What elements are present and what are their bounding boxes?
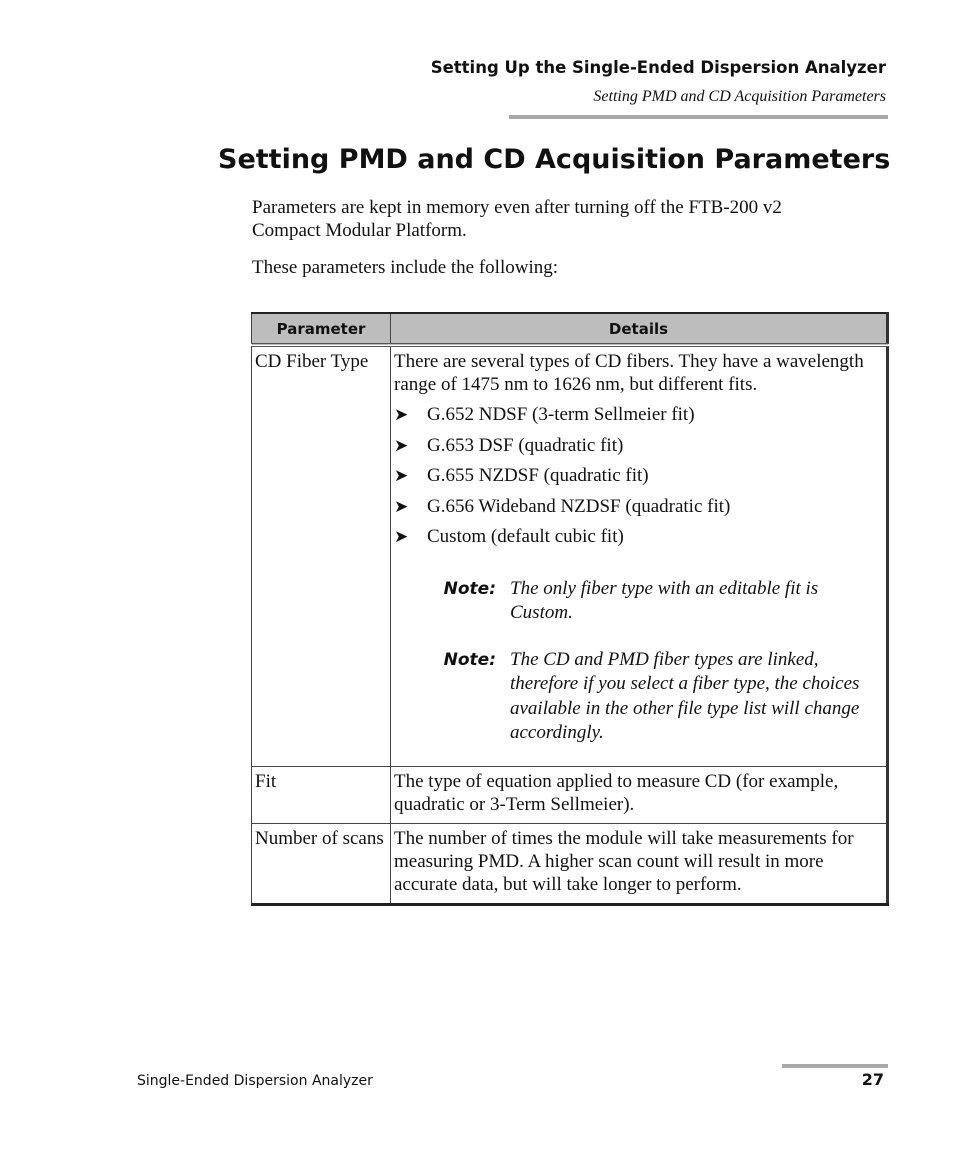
note: [394, 648, 882, 746]
intro-paragraph: Parameters are kept in memory even after turning off the FTB-200 v2 Compact Modular Platform.: [252, 197, 782, 241]
list-item: [394, 434, 882, 465]
list-item-text: G.656 Wideband NZDSF (quadratic fit): [427, 495, 731, 517]
list-item-text: G.653 DSF (quadratic fit): [427, 434, 624, 456]
footer-rule: [782, 1064, 888, 1068]
note-text: The CD and PMD fiber types are linked, therefore if you select a fiber type, the choices available in the other file type list will change accordingly.: [510, 648, 860, 743]
arrow-bullet-icon: ➤: [394, 405, 409, 425]
note-text: The only fiber type with an editable fit is Custom.: [510, 577, 819, 623]
details-cell: The number of times the module will take measurements for measuring PMD. A higher scan count will result in more accurate data, but will take longer to perform.: [391, 824, 888, 905]
note-label: Note:: [443, 649, 496, 670]
list-item: [394, 495, 882, 526]
note: [394, 577, 882, 626]
table-row: [252, 767, 888, 824]
note-label: Note:: [443, 578, 496, 599]
arrow-bullet-icon: ➤: [394, 496, 409, 517]
arrow-bullet-icon: ➤: [394, 527, 409, 547]
parameter-cell: Fit: [252, 767, 391, 824]
list-item: [394, 464, 882, 495]
details-cell: The type of equation applied to measure CD (for example, quadratic or 3-Term Sellmeier).: [391, 767, 888, 824]
list-item-text: G.652 NDSF (3-term Sellmeier fit): [427, 404, 695, 425]
list-item: [394, 525, 882, 556]
fiber-type-list: [394, 403, 882, 556]
details-cell: [391, 345, 888, 767]
list-item-text: Custom (default cubic fit): [427, 526, 624, 547]
page-number: 27: [861, 1070, 884, 1089]
table-header-row: [252, 313, 888, 345]
running-header-subtitle: Setting PMD and CD Acquisition Parameters: [593, 88, 886, 105]
column-header-details: Details: [391, 313, 888, 345]
lead-in-paragraph: These parameters include the following:: [252, 257, 559, 278]
arrow-bullet-icon: ➤: [394, 435, 409, 456]
running-header-title: Setting Up the Single-Ended Dispersion Analyzer: [430, 58, 886, 77]
column-header-parameter: Parameter: [252, 313, 391, 345]
arrow-bullet-icon: ➤: [394, 466, 409, 486]
table-row: [252, 824, 888, 905]
details-text: There are several types of CD fibers. They have a wavelength range of 1475 nm to 1626 nm, but different fits.: [394, 351, 864, 395]
list-item-text: G.655 NZDSF (quadratic fit): [427, 465, 649, 486]
table-row: [252, 345, 888, 767]
parameter-cell: CD Fiber Type: [252, 345, 391, 767]
page-title: Setting PMD and CD Acquisition Parameters: [218, 144, 891, 175]
footer-document-name: Single-Ended Dispersion Analyzer: [137, 1073, 373, 1089]
parameter-cell: Number of scans: [252, 824, 391, 905]
list-item: [394, 403, 882, 434]
header-rule: [509, 115, 888, 119]
parameters-table: [251, 312, 889, 906]
